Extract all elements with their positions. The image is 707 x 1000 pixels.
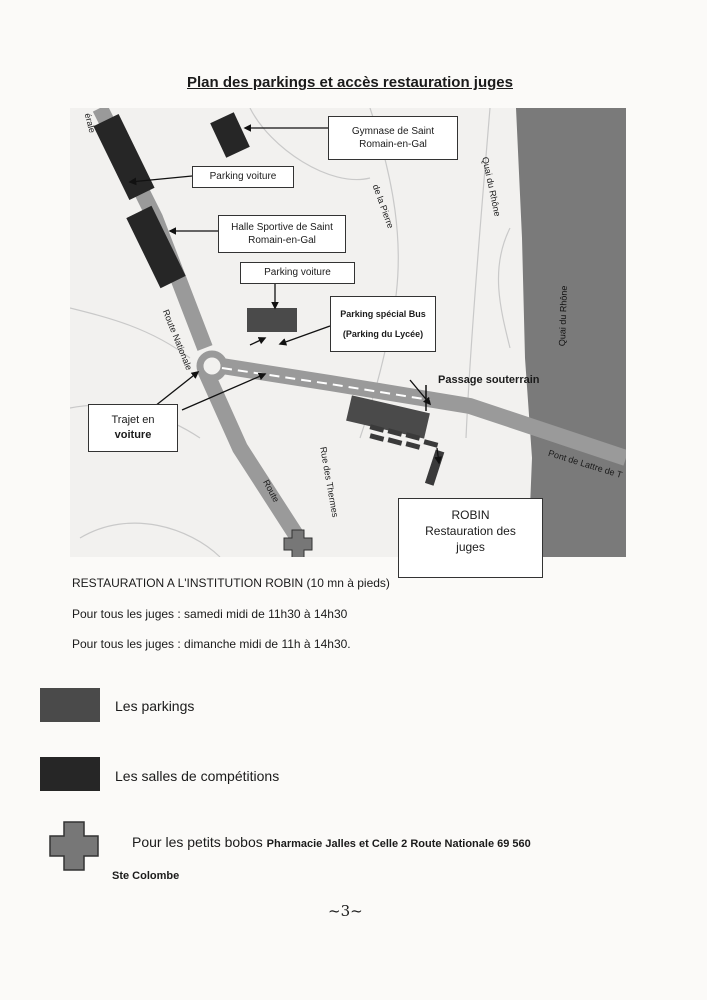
legend-parking-swatch — [40, 688, 100, 722]
label-parking-voiture-1: Parking voiture — [192, 166, 294, 188]
street-pierre: de la Pierre — [370, 183, 396, 230]
parking-bus-text: Parking spécial Bus — [340, 308, 426, 319]
label-passage-souterrain: Passage souterrain — [438, 374, 540, 386]
halle-sportive — [126, 206, 185, 288]
label-trajet — [88, 404, 178, 452]
info-dimanche: Pour tous les juges : dimanche midi de 11h à 14h30. — [72, 637, 351, 651]
street-corner: érale — [82, 112, 98, 134]
label-robin — [398, 498, 543, 578]
street-pont: Pont de Lattre de T — [547, 448, 624, 481]
parking-robin — [369, 424, 444, 485]
river-rhone — [516, 108, 626, 557]
robin-line1: ROBIN — [451, 508, 490, 522]
trajet-line2: voiture — [114, 429, 152, 441]
info-samedi: Pour tous les juges : samedi midi de 11h30 à 14h30 — [72, 607, 348, 621]
gymnase — [210, 112, 250, 157]
label-halle-sportive: Halle Sportive de Saint Romain-en-Gal — [218, 215, 346, 253]
label-gymnase: Gymnase de Saint Romain-en-Gal — [328, 116, 458, 160]
legend-pharmacy-icon — [48, 820, 100, 872]
info-restauration: RESTAURATION A L'INSTITUTION ROBIN (10 mn à pieds) — [72, 576, 390, 590]
page-number: ~3~ — [328, 902, 363, 920]
robin-line2: Restauration des — [425, 524, 516, 539]
hall-top — [93, 114, 154, 200]
robin-line3: juges — [456, 540, 485, 555]
legend-parkings: Les parkings — [115, 698, 195, 714]
legend-salles: Les salles de compétitions — [115, 768, 280, 784]
page-title: Plan des parkings et accès restauration juges — [187, 74, 513, 91]
pharmacie-line — [132, 834, 531, 850]
pharmacie-town: Ste Colombe — [112, 870, 180, 882]
street-quai-bottom: Quai du Rhône — [557, 285, 570, 347]
street-route-nationale: Route Nationale — [160, 308, 195, 372]
street-route: Route — [261, 478, 282, 504]
trajet-line1: Trajet en — [111, 414, 155, 427]
parking-voiture — [247, 308, 297, 332]
label-parking-bus — [330, 296, 436, 352]
street-thermes: Rue des Thermes — [318, 446, 341, 519]
label-parking-voiture-2: Parking voiture — [240, 262, 355, 284]
pharmacie-name: Pharmacie Jalles et Celle 2 Route Nationale 69 560 — [266, 838, 531, 850]
legend-salles-swatch — [40, 757, 100, 791]
parking-lycee-text: (Parking du Lycée) — [342, 329, 424, 339]
roundabout — [200, 354, 224, 378]
street-quai-top: Quai du Rhône — [480, 156, 503, 218]
pharmacie-prefix: Pour les petits bobos — [132, 834, 263, 850]
map — [70, 108, 626, 557]
